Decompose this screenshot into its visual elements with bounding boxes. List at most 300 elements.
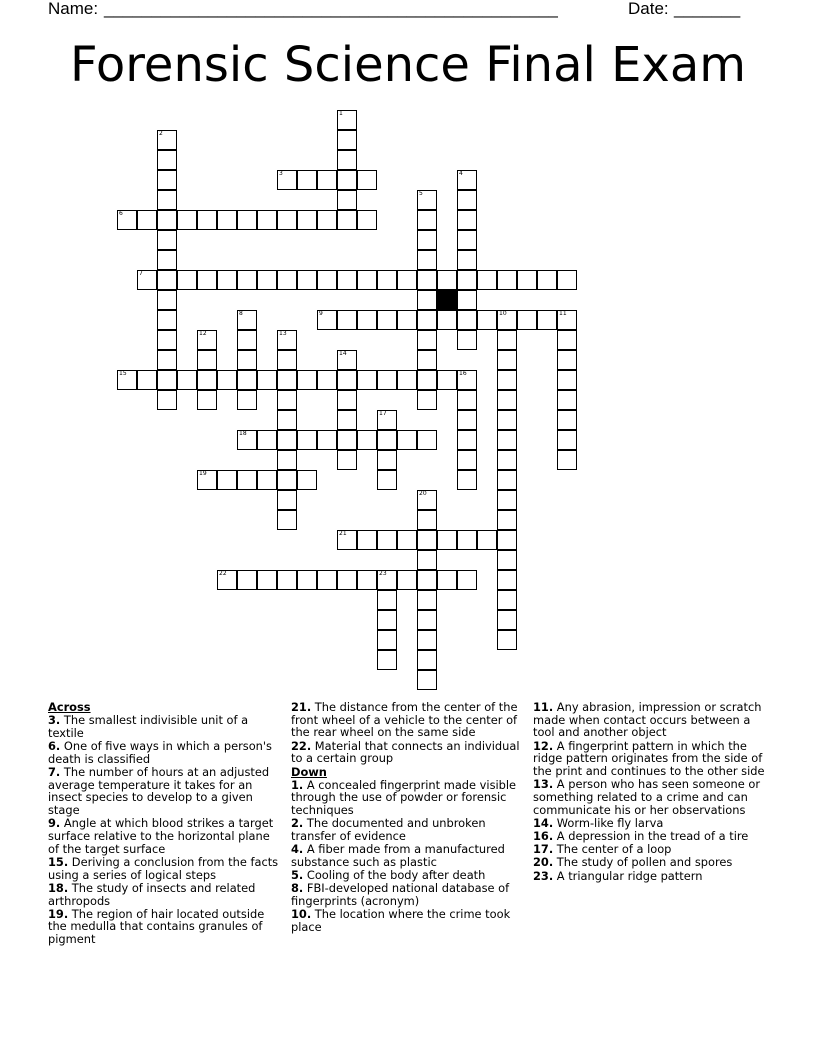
grid-cell[interactable]	[237, 210, 257, 230]
grid-cell[interactable]	[137, 270, 157, 290]
grid-cell[interactable]	[337, 130, 357, 150]
grid-cell[interactable]	[277, 490, 297, 510]
clue-item	[291, 843, 525, 868]
grid-cell[interactable]	[317, 170, 337, 190]
grid-cell[interactable]	[377, 570, 397, 590]
clue-text: Material that connects an individual to a certain group	[291, 738, 520, 766]
grid-cell[interactable]	[437, 530, 457, 550]
cell-number: 18	[239, 430, 247, 437]
clue-number: 15.	[48, 854, 69, 869]
grid-cell[interactable]	[157, 130, 177, 150]
clue-item	[533, 740, 769, 778]
clue-item	[533, 701, 769, 739]
clues-column-2	[291, 701, 525, 934]
grid-cell[interactable]	[337, 190, 357, 210]
cell-number: 6	[119, 210, 123, 217]
grid-cell[interactable]	[457, 210, 477, 230]
grid-cell[interactable]	[497, 410, 517, 430]
grid-cell[interactable]	[457, 290, 477, 310]
grid-cell[interactable]	[277, 570, 297, 590]
grid-cell[interactable]	[377, 410, 397, 430]
grid-cell[interactable]	[237, 330, 257, 350]
clue-item	[533, 817, 769, 830]
grid-cell[interactable]	[337, 350, 357, 370]
grid-cell[interactable]	[457, 570, 477, 590]
grid-cell[interactable]	[497, 550, 517, 570]
cell-number: 3	[279, 170, 283, 177]
grid-cell[interactable]	[557, 410, 577, 430]
clue-item	[48, 882, 282, 907]
grid-cell[interactable]	[417, 630, 437, 650]
grid-cell[interactable]	[457, 190, 477, 210]
grid-cell[interactable]	[257, 370, 277, 390]
grid-cell[interactable]	[257, 470, 277, 490]
grid-cell[interactable]	[197, 210, 217, 230]
section-heading: Down	[291, 764, 327, 779]
grid-cell[interactable]	[537, 310, 557, 330]
grid-cell[interactable]	[157, 390, 177, 410]
grid-cell[interactable]	[497, 610, 517, 630]
grid-cell[interactable]	[557, 390, 577, 410]
grid-cell[interactable]	[217, 470, 237, 490]
grid-cell[interactable]	[277, 350, 297, 370]
grid-cell[interactable]	[297, 370, 317, 390]
clue-text: A fiber made from a manufactured substance such as plastic	[291, 842, 505, 869]
grid-cell[interactable]	[417, 550, 437, 570]
clue-text: Deriving a conclusion from the facts using a series of logical steps	[48, 854, 279, 882]
grid-cell[interactable]	[257, 270, 277, 290]
grid-cell[interactable]	[357, 210, 377, 230]
clue-item	[48, 714, 282, 739]
date-label: Date:	[628, 0, 669, 18]
grid-cell[interactable]	[397, 570, 417, 590]
cell-number: 9	[319, 310, 323, 317]
clue-item	[533, 830, 769, 843]
clue-number: 5.	[291, 868, 304, 883]
clue-number: 10.	[291, 907, 312, 922]
grid-cell[interactable]	[357, 530, 377, 550]
grid-cell[interactable]	[457, 330, 477, 350]
grid-cell[interactable]	[557, 270, 577, 290]
cell-number: 2	[159, 130, 163, 137]
grid-cell[interactable]	[297, 470, 317, 490]
grid-cell[interactable]	[137, 370, 157, 390]
shaded-square	[437, 290, 457, 310]
grid-cell[interactable]	[497, 310, 517, 330]
grid-cell[interactable]	[177, 370, 197, 390]
clue-item	[48, 766, 282, 817]
grid-cell[interactable]	[317, 370, 337, 390]
clue-number: 4.	[291, 842, 304, 857]
grid-cell[interactable]	[377, 430, 397, 450]
grid-cell[interactable]	[377, 630, 397, 650]
grid-cell[interactable]	[157, 250, 177, 270]
grid-cell[interactable]	[357, 430, 377, 450]
grid-cell[interactable]	[417, 530, 437, 550]
grid-cell[interactable]	[337, 390, 357, 410]
clue-number: 19.	[48, 906, 69, 921]
grid-cell[interactable]	[437, 270, 457, 290]
grid-cell[interactable]	[457, 390, 477, 410]
clue-number: 23.	[533, 868, 554, 883]
grid-cell[interactable]	[277, 450, 297, 470]
grid-cell[interactable]	[417, 330, 437, 350]
clue-item	[291, 869, 525, 882]
grid-cell[interactable]	[517, 270, 537, 290]
grid-cell[interactable]	[237, 570, 257, 590]
clue-text: A fingerprint pattern in which the ridge pattern originates from the side of the print and continues to the other side	[533, 738, 765, 779]
grid-cell[interactable]	[277, 410, 297, 430]
grid-cell[interactable]	[357, 310, 377, 330]
cell-number: 14	[339, 350, 347, 357]
grid-cell[interactable]	[457, 450, 477, 470]
grid-cell[interactable]	[457, 470, 477, 490]
cell-number: 4	[459, 170, 463, 177]
grid-cell[interactable]	[377, 590, 397, 610]
grid-cell[interactable]	[437, 570, 457, 590]
cell-number: 11	[559, 310, 567, 317]
clue-text: Worm-like fly larva	[553, 815, 664, 830]
grid-cell[interactable]	[417, 310, 437, 330]
grid-cell[interactable]	[217, 270, 237, 290]
grid-cell[interactable]	[497, 630, 517, 650]
cell-number: 1	[339, 110, 343, 117]
grid-cell[interactable]	[377, 470, 397, 490]
grid-cell[interactable]	[317, 210, 337, 230]
grid-cell[interactable]	[417, 230, 437, 250]
grid-cell[interactable]	[237, 350, 257, 370]
grid-cell[interactable]	[357, 570, 377, 590]
grid-cell[interactable]	[317, 310, 337, 330]
grid-cell[interactable]	[457, 410, 477, 430]
clue-text: The number of hours at an adjusted average temperature it takes for an insect species to develop to a given stage	[48, 765, 270, 818]
clue-number: 17.	[533, 842, 554, 857]
grid-cell[interactable]	[177, 270, 197, 290]
grid-cell[interactable]	[277, 330, 297, 350]
grid-cell[interactable]	[477, 530, 497, 550]
clue-text: The center of a loop	[553, 842, 672, 857]
grid-cell[interactable]	[357, 170, 377, 190]
grid-cell[interactable]	[197, 270, 217, 290]
grid-cell[interactable]	[437, 310, 457, 330]
cell-number: 22	[219, 570, 227, 577]
grid-cell[interactable]	[417, 570, 437, 590]
clue-number: 16.	[533, 829, 554, 844]
grid-cell[interactable]	[297, 270, 317, 290]
grid-cell[interactable]	[377, 530, 397, 550]
cell-number: 19	[199, 470, 207, 477]
grid-cell[interactable]	[377, 270, 397, 290]
grid-cell[interactable]	[317, 430, 337, 450]
cell-number: 21	[339, 530, 347, 537]
grid-cell[interactable]	[457, 270, 477, 290]
grid-cell[interactable]	[497, 270, 517, 290]
clue-number: 18.	[48, 880, 69, 895]
grid-cell[interactable]	[397, 310, 417, 330]
grid-cell[interactable]	[417, 290, 437, 310]
grid-cell[interactable]	[397, 530, 417, 550]
grid-cell[interactable]	[417, 650, 437, 670]
grid-cell[interactable]	[417, 190, 437, 210]
grid-cell[interactable]	[277, 470, 297, 490]
clue-number: 3.	[48, 713, 61, 728]
grid-cell[interactable]	[257, 430, 277, 450]
grid-cell[interactable]	[337, 310, 357, 330]
cell-number: 8	[239, 310, 243, 317]
grid-cell[interactable]	[237, 270, 257, 290]
cell-number: 15	[119, 370, 127, 377]
grid-cell[interactable]	[257, 210, 277, 230]
grid-cell[interactable]	[457, 430, 477, 450]
clue-item	[291, 882, 525, 907]
grid-cell[interactable]	[217, 570, 237, 590]
cell-number: 17	[379, 410, 387, 417]
grid-cell[interactable]	[417, 590, 437, 610]
grid-cell[interactable]	[297, 170, 317, 190]
clue-text: A depression in the tread of a tire	[553, 829, 749, 844]
grid-cell[interactable]	[517, 310, 537, 330]
grid-cell[interactable]	[217, 210, 237, 230]
grid-cell[interactable]	[377, 650, 397, 670]
grid-cell[interactable]	[157, 330, 177, 350]
grid-cell[interactable]	[337, 530, 357, 550]
grid-cell[interactable]	[497, 370, 517, 390]
cell-number: 20	[419, 490, 427, 497]
grid-cell[interactable]	[417, 490, 437, 510]
grid-cell[interactable]	[557, 330, 577, 350]
grid-cell[interactable]	[417, 250, 437, 270]
grid-cell[interactable]	[497, 570, 517, 590]
grid-cell[interactable]	[157, 270, 177, 290]
grid-cell[interactable]	[157, 150, 177, 170]
grid-cell[interactable]	[157, 370, 177, 390]
clue-text: FBI-developed national database of fingerprints (acronym)	[291, 881, 510, 909]
clue-item	[48, 740, 282, 765]
clue-item	[533, 778, 769, 816]
grid-cell[interactable]	[397, 370, 417, 390]
cell-number: 16	[459, 370, 467, 377]
cell-number: 10	[499, 310, 507, 317]
grid-cell[interactable]	[357, 270, 377, 290]
grid-cell[interactable]	[417, 390, 437, 410]
cell-number: 13	[279, 330, 287, 337]
grid-cell[interactable]	[117, 370, 137, 390]
grid-cell[interactable]	[337, 370, 357, 390]
clue-item	[291, 740, 525, 765]
grid-cell[interactable]	[417, 670, 437, 690]
clue-text: The smallest indivisible unit of a textile	[48, 713, 249, 740]
grid-cell[interactable]	[377, 450, 397, 470]
date-field[interactable]: _______	[674, 0, 741, 18]
grid-cell[interactable]	[497, 490, 517, 510]
grid-cell[interactable]	[157, 230, 177, 250]
grid-cell[interactable]	[377, 610, 397, 630]
clue-text: The documented and unbroken transfer of evidence	[291, 816, 486, 844]
grid-cell[interactable]	[417, 610, 437, 630]
clue-number: 13.	[533, 777, 554, 792]
grid-cell[interactable]	[197, 470, 217, 490]
grid-cell[interactable]	[277, 270, 297, 290]
grid-cell[interactable]	[297, 210, 317, 230]
grid-cell[interactable]	[417, 430, 437, 450]
grid-cell[interactable]	[497, 590, 517, 610]
clue-text: A person who has seen someone or something related to a crime and can communicate his or her observations	[533, 777, 761, 817]
grid-cell[interactable]	[277, 390, 297, 410]
clue-text: Angle at which blood strikes a target surface relative to the horizontal plane of the target surface	[48, 816, 274, 856]
grid-cell[interactable]	[157, 210, 177, 230]
grid-cell[interactable]	[337, 150, 357, 170]
clue-number: 12.	[533, 738, 554, 753]
grid-cell[interactable]	[457, 530, 477, 550]
grid-cell[interactable]	[477, 270, 497, 290]
grid-cell[interactable]	[277, 210, 297, 230]
grid-cell[interactable]	[417, 350, 437, 370]
clue-text: A concealed fingerprint made visible through the use of powder or forensic techniques	[291, 777, 517, 818]
grid-cell[interactable]	[377, 310, 397, 330]
grid-cell[interactable]	[397, 430, 417, 450]
clues-column-3	[533, 701, 769, 883]
grid-cell[interactable]	[357, 370, 377, 390]
clue-text: The study of insects and related arthropods	[48, 880, 256, 908]
clue-text: A triangular ridge pattern	[553, 868, 703, 883]
grid-cell[interactable]	[117, 210, 137, 230]
grid-cell[interactable]	[277, 170, 297, 190]
grid-cell[interactable]	[297, 570, 317, 590]
clue-number: 9.	[48, 816, 61, 831]
grid-cell[interactable]	[237, 430, 257, 450]
clues-column-1	[48, 701, 282, 946]
grid-cell[interactable]	[417, 270, 437, 290]
clue-text: The study of pollen and spores	[553, 855, 733, 870]
clue-text: The location where the crime took place	[291, 907, 511, 934]
clue-text: Cooling of the body after death	[303, 868, 486, 883]
page-title: Forensic Science Final Exam	[69, 37, 746, 93]
grid-cell[interactable]	[177, 210, 197, 230]
grid-cell[interactable]	[277, 370, 297, 390]
name-label: Name:	[48, 0, 99, 18]
grid-cell[interactable]	[157, 170, 177, 190]
cell-number: 5	[419, 190, 423, 197]
grid-cell[interactable]	[457, 370, 477, 390]
clue-item	[291, 817, 525, 842]
grid-cell[interactable]	[137, 210, 157, 230]
clue-number: 1.	[291, 777, 304, 792]
clue-text: One of five ways in which a person's death is classified	[48, 739, 272, 766]
grid-cell[interactable]	[237, 310, 257, 330]
grid-cell[interactable]	[457, 310, 477, 330]
grid-cell[interactable]	[277, 430, 297, 450]
grid-cell[interactable]	[197, 330, 217, 350]
clue-item	[48, 856, 282, 881]
grid-cell[interactable]	[497, 350, 517, 370]
clue-item	[533, 843, 769, 856]
cell-number: 23	[379, 570, 387, 577]
grid-cell[interactable]	[337, 210, 357, 230]
clue-number: 2.	[291, 816, 304, 831]
clue-number: 20.	[533, 855, 554, 870]
grid-cell[interactable]	[557, 370, 577, 390]
clue-item	[533, 870, 769, 883]
clue-item	[291, 779, 525, 817]
grid-cell[interactable]	[297, 430, 317, 450]
name-field[interactable]: ________________________________________________	[104, 0, 558, 18]
grid-cell[interactable]	[337, 110, 357, 130]
clue-item	[291, 701, 525, 739]
grid-cell[interactable]	[497, 390, 517, 410]
clue-item	[533, 856, 769, 869]
grid-cell[interactable]	[457, 170, 477, 190]
clue-text: The region of hair located outside the medulla that contains granules of pigment	[48, 906, 265, 947]
grid-cell[interactable]	[237, 370, 257, 390]
grid-cell[interactable]	[417, 510, 437, 530]
grid-cell[interactable]	[397, 270, 417, 290]
grid-cell[interactable]	[457, 230, 477, 250]
grid-cell[interactable]	[537, 270, 557, 290]
grid-cell[interactable]	[337, 410, 357, 430]
grid-cell[interactable]	[457, 250, 477, 270]
grid-cell[interactable]	[157, 190, 177, 210]
grid-cell[interactable]	[417, 370, 437, 390]
grid-cell[interactable]	[197, 370, 217, 390]
grid-cell[interactable]	[277, 510, 297, 530]
clue-item	[291, 908, 525, 933]
clue-number: 11.	[533, 700, 554, 714]
clue-number: 21.	[291, 700, 312, 714]
grid-cell[interactable]	[497, 330, 517, 350]
clue-number: 14.	[533, 815, 554, 830]
grid-cell[interactable]	[437, 370, 457, 390]
grid-cell[interactable]	[557, 430, 577, 450]
clue-number: 7.	[48, 765, 61, 780]
section-heading: Across	[48, 700, 91, 714]
grid-cell[interactable]	[497, 470, 517, 490]
grid-cell[interactable]	[197, 390, 217, 410]
grid-cell[interactable]	[497, 430, 517, 450]
clue-number: 22.	[291, 738, 312, 753]
grid-cell[interactable]	[497, 530, 517, 550]
grid-cell[interactable]	[557, 310, 577, 330]
grid-cell[interactable]	[237, 390, 257, 410]
grid-cell[interactable]	[337, 430, 357, 450]
grid-cell[interactable]	[337, 170, 357, 190]
cell-number: 7	[139, 270, 143, 277]
grid-cell[interactable]	[337, 270, 357, 290]
cell-number: 12	[199, 330, 207, 337]
grid-cell[interactable]	[497, 510, 517, 530]
grid-cell[interactable]	[317, 570, 337, 590]
grid-cell[interactable]	[377, 370, 397, 390]
grid-cell[interactable]	[197, 350, 217, 370]
grid-cell[interactable]	[157, 350, 177, 370]
grid-cell[interactable]	[157, 290, 177, 310]
clue-text: Any abrasion, impression or scratch made when contact occurs between a tool and another object	[533, 700, 762, 740]
grid-cell[interactable]	[497, 450, 517, 470]
grid-cell[interactable]	[557, 350, 577, 370]
grid-cell[interactable]	[337, 450, 357, 470]
grid-cell[interactable]	[317, 270, 337, 290]
grid-cell[interactable]	[257, 570, 277, 590]
grid-cell[interactable]	[217, 370, 237, 390]
grid-cell[interactable]	[337, 570, 357, 590]
clue-number: 8.	[291, 881, 304, 896]
grid-cell[interactable]	[157, 310, 177, 330]
grid-cell[interactable]	[557, 450, 577, 470]
grid-cell[interactable]	[417, 210, 437, 230]
clue-item	[48, 908, 282, 946]
grid-cell[interactable]	[237, 470, 257, 490]
grid-cell[interactable]	[477, 310, 497, 330]
clue-number: 6.	[48, 739, 61, 754]
